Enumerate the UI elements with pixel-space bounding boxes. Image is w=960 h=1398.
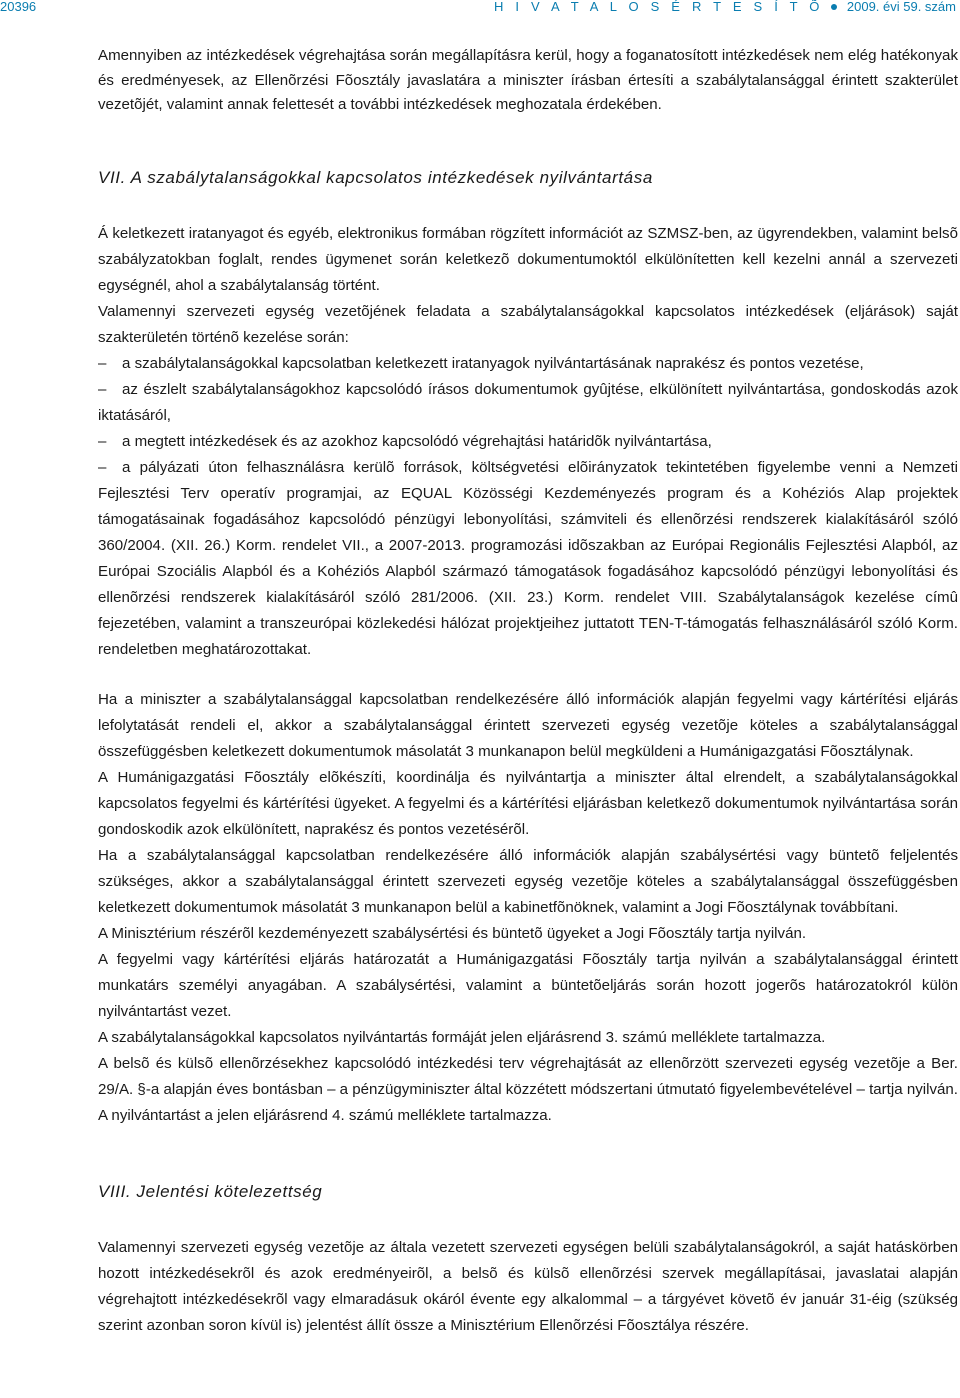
page-number: 20396 [0, 0, 37, 14]
bullet-separator-icon [831, 4, 837, 10]
dash-bullet: – [98, 458, 107, 476]
section-vii-paragraph-8: A szabálytalanságokkal kapcsolatos nyilvántartás formáját jelen eljárásrend 3. számú melléklete tartalmazza. [98, 1028, 826, 1046]
document-body [98, 44, 958, 1339]
list-item [98, 429, 958, 455]
intro-paragraph: Amennyiben az intézkedések végrehajtása során megállapításra kerül, hogy a foganatosított intézkedések nem elég hatékonyak és eredményesek, az Ellenõrzési Fõosztály javaslatára a miniszter írásban értesíti a szabálytalansággal érintett szakterület vezetõjét, valamint annak felettesét a további intézkedések meghozatala érdekében. [98, 47, 958, 113]
page-header [0, 0, 960, 18]
list-item [98, 377, 958, 429]
section-vii-paragraph-4: A Humánigazgatási Fõosztály elõkészíti, koordinálja és nyilvántartja a miniszter által elrendelt, a szabálytalanságokkal kapcsolatos fegyelmi és kártérítési ügyeket. A fegyelmi és a kártérítési eljárásban keletkezõ dokumentumok nyilvántartása során gondoskodik azok elkülönített, naprakész és pontos vezetésérõl. [98, 768, 958, 838]
list-item-text: a megtett intézkedések és az azokhoz kapcsolódó végrehajtási határidõk nyilvántartása, [122, 432, 712, 450]
list-item-text: a szabálytalanságokkal kapcsolatban keletkezett iratanyagok nyilvántartásának naprakész és pontos vezetése, [122, 354, 864, 372]
section-vii-title: VII. A szabálytalanságokkal kapcsolatos intézkedések nyilvántartása [98, 167, 653, 187]
section-viii-title: VIII. Jelentési kötelezettség [98, 1181, 323, 1201]
list-item-text: az észlelt szabálytalanságokhoz kapcsolódó írásos dokumentumok gyûjtése, elkülönített nyilvántartása, gondoskodás azok iktatásáról, [98, 380, 958, 424]
dash-bullet: – [98, 432, 107, 450]
issue-label: 2009. évi 59. szám [846, 0, 956, 14]
section-vii-paragraph-7: A fegyelmi vagy kártérítési eljárás határozatát a Humánigazgatási Fõosztály tartja nyilván a szabálytalansággal érintett munkatárs személyi anyagában. A szabálysértési, valamint a büntetõeljárás során hozott jogerõs határozatokról külön nyilvántartást vezet. [98, 950, 958, 1020]
list-item-text: a pályázati úton felhasználásra kerülõ források, költségvetési elõirányzatok tekintetében figyelembe venni a Nemzeti Fejlesztési Terv operatív programjai, az EQUAL Közösségi Kezdeményezés program és a Kohéziós Alap projektek támogatásainak fogadásához kapcsolódó pénzügyi lebonyolítási, számviteli és ellenõrzési rendszerek kialakításáról szóló 360/2004. (XII. 26.) Korm. rendelet VII., a 2007-2013. programozási idõszakban az Európai Regionális Fejlesztési Alapból, az Európai Szociális Alapból és a Kohéziós Alapból származó támogatások fogadásához kapcsolódó pénzügyi lebonyolítási és ellenõrzési rendszerek kialakításáról szóló 281/2006. (XII. 23.) Korm. rendelet VIII. Szabálytalanságok kezelése címû fejezetében, valamint a transzeurópai közlekedési hálózat projektjeihez juttatott TEN-T-támogatás felhasználásáról szóló Korm. rendeletben meghatározottakat. [98, 458, 958, 658]
section-viii-paragraph-1: Valamennyi szervezeti egység vezetõje az általa vezetett szervezeti egységen belüli szabálytalanságokról, a saját hatáskörben hozott intézkedésekrõl és azok eredményeirõl, a belsõ és külsõ ellenõrzési szervek megállapításai, javaslatai alapján végrehajtott intézkedésekrõl vagy elmaradásuk okáról évente egy alkalommal – a tárgyévet követõ év január 31-éig (szükség szerint azonban soron kívül is) jelentést állít össze a Minisztérium Ellenõrzési Fõosztálya részére. [98, 1238, 958, 1334]
list-item [98, 351, 958, 377]
section-vii-paragraph-3: Ha a miniszter a szabálytalansággal kapcsolatban rendelkezésére álló információk alapján fegyelmi vagy kártérítési eljárás lefolytatását rendeli el, akkor a szabálytalansággal érintett szervezeti egység vezetõje köteles a szabálytalansággal összefüggésben keletkezett dokumentumok másolatát 3 munkanapon belül megküldeni a Humánigazgatási Fõosztálynak. [98, 690, 958, 760]
dash-bullet: – [98, 354, 107, 372]
section-vii-paragraph-2: Valamennyi szervezeti egység vezetõjének feladata a szabálytalanságokkal kapcsolatos intézkedések (eljárások) saját szakterületén történõ kezelése során: [98, 302, 958, 346]
header-publication [494, 0, 956, 14]
publication-title: H I V A T A L O S É R T E S Í T Õ [494, 0, 824, 14]
list-item [98, 455, 958, 663]
section-vii-paragraph-1: Á keletkezett iratanyagot és egyéb, elektronikus formában rögzített információt az SZMSZ-ben, az ügyrendekben, valamint belsõ szabályzatokban foglalt, rendes ügymenet során keletkezõ dokumentumoktól elkülönítetten kell kezelni annál a szervezeti egységnél, ahol a szabálytalanság történt. [98, 224, 958, 294]
section-vii-paragraph-9: A belsõ és külsõ ellenõrzésekhez kapcsolódó intézkedési terv végrehajtását az ellenõrzött szervezeti egység vezetõje a Ber. 29/A. §-a alapján éves bontásban – a pénzügyminiszter által közzétett módszertani útmutató figyelembevételével – tartja nyilván. A nyilvántartást a jelen eljárásrend 4. számú melléklete tartalmazza. [98, 1054, 958, 1124]
section-vii-paragraph-6: A Minisztérium részérõl kezdeményezett szabálysértési és büntetõ ügyeket a Jogi Fõosztály tartja nyilván. [98, 924, 807, 942]
dash-bullet: – [98, 380, 107, 398]
section-vii-paragraph-5: Ha a szabálytalansággal kapcsolatban rendelkezésére álló információk alapján szabálysértési vagy büntetõ feljelentés szükséges, akkor a szabálytalansággal érintett szervezeti egység vezetõje köteles a szabálytalansággal összefüggésben keletkezett dokumentumok másolatát 3 munkanapon belül a kabinetfõnöknek, valamint a Jogi Fõosztálynak továbbítani. [98, 846, 958, 916]
